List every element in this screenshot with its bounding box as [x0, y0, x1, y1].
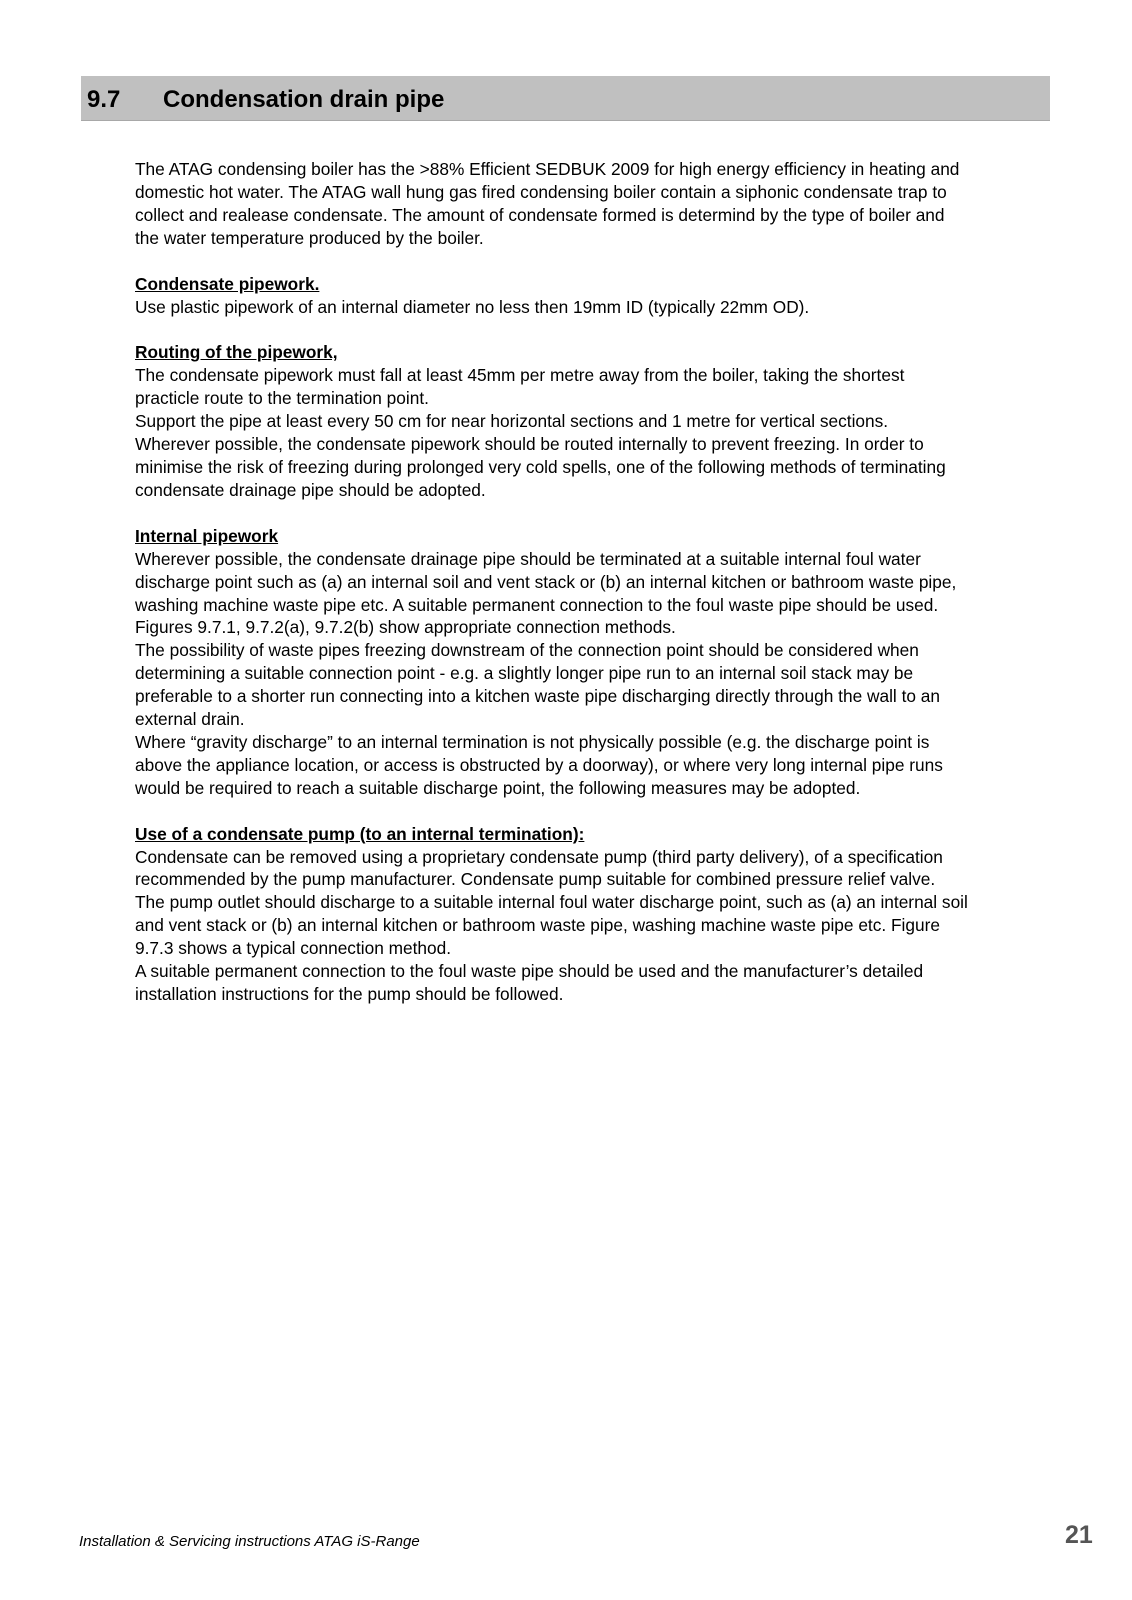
text-line: The ATAG condensing boiler has the >88% Efficient SEDBUK 2009 for high energy efficiency in heating and — [135, 159, 960, 179]
text-line: collect and realease condensate. The amount of condensate formed is determind by the type of boiler and — [135, 204, 945, 225]
text-line: A suitable permanent connection to the foul waste pipe should be used and the manufacturer’s detailed — [135, 961, 924, 982]
text-line: domestic hot water. The ATAG wall hung gas fired condensing boiler contain a siphonic condensate trap to — [135, 181, 947, 202]
text-line: The condensate pipework must fall at least 45mm per metre away from the boiler, taking the shortest — [135, 365, 905, 386]
subsection-heading: Routing of the pipework, — [135, 342, 338, 363]
text-line: and vent stack or (b) an internal kitchen or bathroom waste pipe, washing machine waste pipe etc. Figure — [135, 915, 940, 936]
text-line: discharge point such as (a) an internal soil and vent stack or (b) an internal kitchen or bathroom waste pipe, — [135, 571, 957, 592]
text-line: would be required to reach a suitable discharge point, the following measures may be adopted. — [135, 777, 861, 798]
intro-paragraph — [135, 158, 1055, 250]
text-line: preferable to a shorter run connecting into a kitchen waste pipe discharging directly through the wall to an — [135, 686, 941, 707]
text-line: washing machine waste pipe etc. A suitable permanent connection to the foul waste pipe should be used. — [135, 594, 939, 615]
text-line: condensate drainage pipe should be adopted. — [135, 479, 486, 500]
text-line: practicle route to the termination point. — [135, 388, 429, 409]
text-line: Wherever possible, the condensate drainage pipe should be terminated at a suitable internal foul water — [135, 548, 921, 569]
routing-section — [135, 341, 1055, 501]
text-line: the water temperature produced by the boiler. — [135, 227, 484, 248]
text-line: Wherever possible, the condensate pipework should be routed internally to prevent freezing. In order to — [135, 434, 924, 455]
text-line: above the appliance location, or access is obstructed by a doorway), or where very long internal pipe runs — [135, 754, 943, 775]
text-line: The possibility of waste pipes freezing downstream of the connection point should be considered when — [135, 640, 919, 661]
text-line: The pump outlet should discharge to a suitable internal foul water discharge point, such as (a) an internal soil — [135, 892, 968, 913]
text-line: Figures 9.7.1, 9.7.2(a), 9.7.2(b) show appropriate connection methods. — [135, 617, 676, 638]
text-line: external drain. — [135, 709, 245, 730]
section-title: Condensation drain pipe — [163, 86, 445, 113]
subsection-heading: Condensate pipework. — [135, 273, 320, 294]
section-number: 9.7 — [87, 86, 121, 113]
text-line: Support the pipe at least every 50 cm for near horizontal sections and 1 metre for vertical sections. — [135, 411, 889, 432]
subsection-heading: Internal pipework — [135, 525, 279, 546]
page-number: 21 — [1065, 1521, 1093, 1549]
text-line: recommended by the pump manufacturer. Condensate pump suitable for combined pressure relief valve. — [135, 869, 936, 890]
condensate-pump-section — [135, 823, 1055, 1006]
text-line: Condensate can be removed using a proprietary condensate pump (third party delivery), of a specification — [135, 846, 943, 867]
document-body — [135, 158, 1055, 1006]
text-line: minimise the risk of freezing during prolonged very cold spells, one of the following methods of terminating — [135, 456, 946, 477]
text-line: determining a suitable connection point - e.g. a slightly longer pipe run to an internal soil stack may be — [135, 663, 914, 684]
text-line: Where “gravity discharge” to an internal termination is not physically possible (e.g. the discharge point is — [135, 731, 930, 752]
footer-document-title: Installation & Servicing instructions ATAG iS-Range — [79, 1533, 420, 1550]
condensate-pipework-section — [135, 273, 1055, 319]
text-line: 9.7.3 shows a typical connection method. — [135, 938, 452, 959]
subsection-heading: Use of a condensate pump (to an internal termination): — [135, 823, 585, 844]
text-line: installation instructions for the pump should be followed. — [135, 984, 564, 1004]
text-line: Use plastic pipework of an internal diameter no less then 19mm ID (typically 22mm OD). — [135, 296, 810, 317]
internal-pipework-section — [135, 525, 1055, 800]
section-header-bar — [81, 76, 1050, 121]
